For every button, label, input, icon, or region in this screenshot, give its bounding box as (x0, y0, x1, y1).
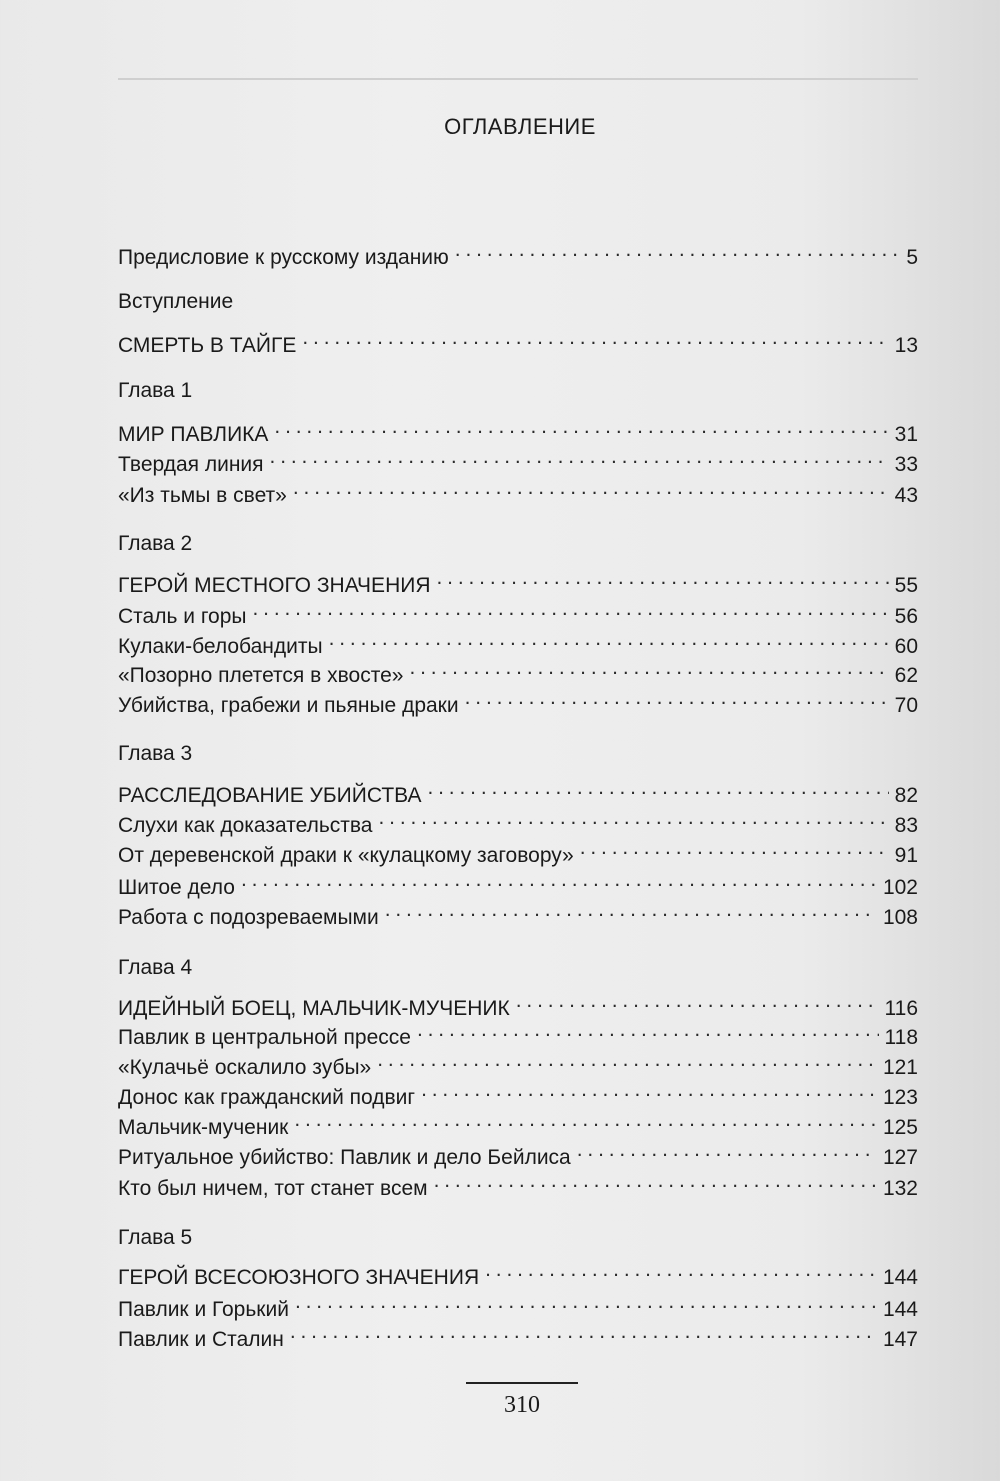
toc-entry[interactable] (118, 439, 918, 476)
dot-leader (274, 409, 888, 441)
toc-entry[interactable] (118, 680, 918, 717)
dot-leader (241, 862, 877, 894)
entry-label: Твердая линия (118, 453, 264, 476)
entry-page: 125 (882, 1116, 918, 1139)
dot-leader (377, 1042, 877, 1074)
chapter-heading: Глава 1 (118, 379, 193, 402)
entry-label: Шитое дело (118, 876, 235, 899)
dot-leader (437, 560, 889, 592)
entry-page: 108 (882, 906, 918, 929)
toc-entry[interactable] (118, 983, 918, 1020)
page-title: ОГЛАВЛЕНИЕ (444, 114, 596, 139)
entry-label: Ритуальное убийство: Павлик и дело Бейлиса (118, 1146, 571, 1169)
dot-leader (455, 232, 901, 264)
toc-entry[interactable] (118, 1314, 918, 1351)
page-number: 310 (504, 1392, 540, 1418)
entry-page: 5 (906, 246, 918, 269)
entry-page: 43 (894, 484, 918, 507)
entry-page: 123 (882, 1086, 918, 1109)
entry-page: 102 (882, 876, 918, 899)
chapter-heading: Глава 4 (118, 956, 193, 979)
entry-label: СМЕРТЬ В ТАЙГЕ (118, 334, 297, 357)
toc-entry[interactable] (118, 800, 918, 837)
entry-label: «Из тьмы в свет» (118, 484, 287, 507)
dot-leader (516, 983, 879, 1015)
dot-leader (302, 320, 888, 352)
dot-leader (294, 1102, 877, 1134)
entry-page: 33 (894, 453, 918, 476)
dot-leader (295, 1284, 877, 1316)
toc-entry[interactable] (118, 1163, 918, 1200)
entry-label: Павлик и Горький (118, 1298, 289, 1321)
dot-leader (580, 830, 889, 862)
entry-page: 83 (894, 814, 918, 837)
toc-entry[interactable] (118, 770, 918, 807)
entry-label: Донос как гражданский подвиг (118, 1086, 416, 1109)
entry-label: Убийства, грабежи и пьяные драки (118, 694, 459, 717)
entry-label: Предисловие к русскому изданию (118, 246, 449, 269)
chapter-heading: Глава 5 (118, 1226, 193, 1249)
toc-entry-preface[interactable] (118, 232, 918, 269)
dot-leader (385, 892, 877, 924)
toc-entry[interactable] (118, 409, 918, 446)
toc-entry[interactable] (118, 650, 918, 687)
entry-page: 132 (882, 1177, 918, 1200)
dot-leader (465, 680, 889, 712)
entry-label: Павлик в центральной прессе (118, 1026, 411, 1049)
entry-page: 62 (894, 664, 918, 687)
entry-label: Кулаки-белобандиты (118, 635, 323, 658)
toc-entry[interactable] (118, 320, 918, 357)
toc-entry[interactable] (118, 1102, 918, 1139)
entry-label: «Позорно плетется в хвосте» (118, 664, 404, 687)
toc-entry[interactable] (118, 591, 918, 628)
entry-label: «Кулачьё оскалило зубы» (118, 1056, 372, 1079)
entry-label: Слухи как доказательства (118, 814, 373, 837)
entry-label: Мальчик-мученик (118, 1116, 289, 1139)
entry-label: Павлик и Сталин (118, 1328, 284, 1351)
toc-entry[interactable] (118, 1072, 918, 1109)
entry-page: 60 (894, 635, 918, 658)
dot-leader (427, 770, 888, 802)
toc-entry[interactable] (118, 1042, 918, 1079)
dot-leader (293, 470, 889, 502)
entry-label: ИДЕЙНЫЙ БОЕЦ, МАЛЬЧИК-МУЧЕНИК (118, 997, 510, 1020)
entry-label: ГЕРОЙ МЕСТНОГО ЗНАЧЕНИЯ (118, 574, 431, 597)
dot-leader (577, 1132, 877, 1164)
dot-leader (252, 591, 888, 623)
entry-page: 82 (894, 784, 918, 807)
dot-leader (329, 621, 889, 653)
dot-leader (378, 800, 888, 832)
toc-entry[interactable] (118, 830, 918, 867)
toc-entry[interactable] (118, 560, 918, 597)
dot-leader (270, 439, 889, 471)
toc-entry[interactable] (118, 1284, 918, 1321)
entry-page: 116 (884, 997, 918, 1020)
toc-entry[interactable] (118, 1132, 918, 1169)
entry-page: 91 (894, 844, 918, 867)
dot-leader (290, 1314, 877, 1346)
entry-label: РАССЛЕДОВАНИЕ УБИЙСТВА (118, 784, 422, 807)
section-heading: Вступление (118, 290, 234, 313)
toc-entry[interactable] (118, 892, 918, 929)
entry-label: МИР ПАВЛИКА (118, 423, 269, 446)
entry-label: ГЕРОЙ ВСЕСОЮЗНОГО ЗНАЧЕНИЯ (118, 1266, 480, 1289)
toc-entry[interactable] (118, 1252, 918, 1289)
entry-page: 13 (894, 334, 918, 357)
entry-page: 144 (882, 1266, 918, 1289)
toc-entry[interactable] (118, 862, 918, 899)
dot-leader (417, 1012, 879, 1044)
entry-page: 121 (882, 1056, 918, 1079)
dot-leader (485, 1252, 877, 1284)
dot-leader (434, 1163, 877, 1195)
entry-page: 118 (884, 1026, 918, 1049)
dot-leader (409, 650, 888, 682)
toc-entry[interactable] (118, 621, 918, 658)
dot-leader (421, 1072, 877, 1104)
entry-page: 56 (894, 605, 918, 628)
entry-page: 55 (894, 574, 918, 597)
entry-page: 127 (882, 1146, 918, 1169)
toc-entry[interactable] (118, 1012, 918, 1049)
entry-label: Работа с подозреваемыми (118, 906, 379, 929)
chapter-heading: Глава 3 (118, 742, 193, 765)
entry-page: 147 (882, 1328, 918, 1351)
footer-rule (466, 1382, 578, 1384)
entry-label: Кто был ничем, тот станет всем (118, 1177, 428, 1200)
toc-entry[interactable] (118, 470, 918, 507)
entry-page: 144 (882, 1298, 918, 1321)
entry-label: Сталь и горы (118, 605, 247, 628)
chapter-heading: Глава 2 (118, 532, 193, 555)
bleed-through-rule (118, 78, 918, 80)
entry-page: 31 (894, 423, 918, 446)
entry-label: От деревенской драки к «кулацкому заговору» (118, 844, 574, 867)
entry-page: 70 (894, 694, 918, 717)
